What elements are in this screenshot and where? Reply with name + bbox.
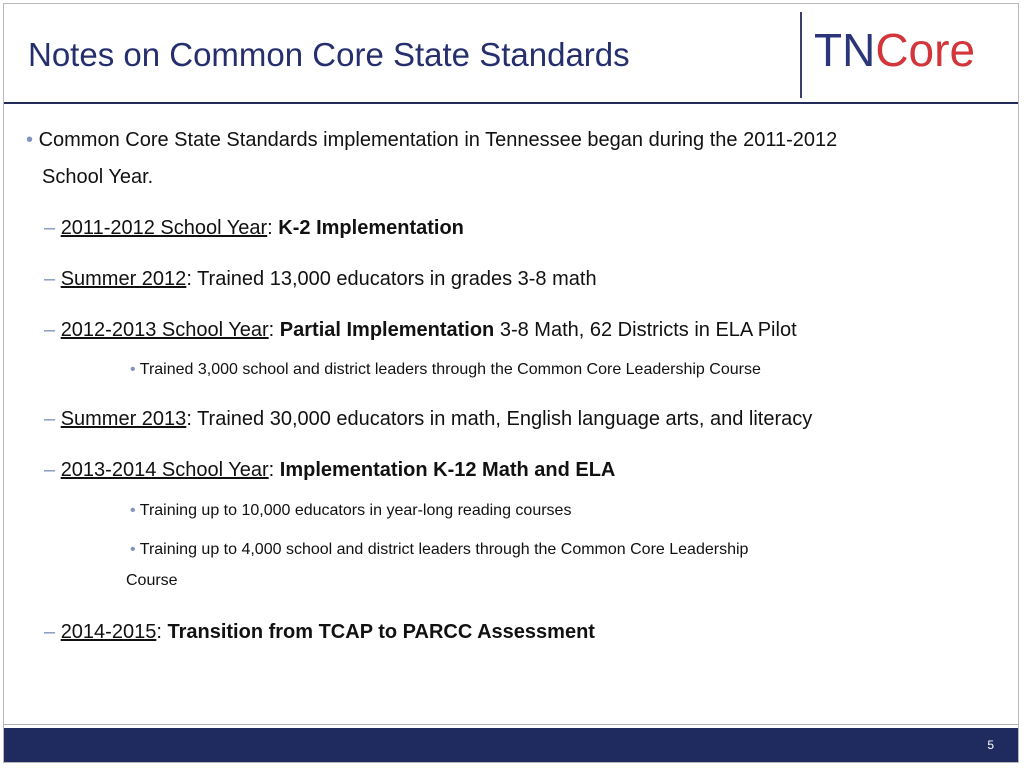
bullet-text-cont: School Year. bbox=[42, 166, 154, 188]
label-2014-2015: 2014-2015 bbox=[60, 621, 157, 643]
sub-bullet-2012 bbox=[44, 318, 797, 342]
bullet-marker: • bbox=[130, 541, 136, 558]
dash-marker: – bbox=[44, 408, 56, 430]
logo-tn: TN bbox=[814, 24, 876, 76]
dash-marker: – bbox=[44, 217, 56, 239]
sub-bullet-2014 bbox=[44, 620, 595, 644]
reading-courses-text: Training up to 10,000 educators in year-long reading courses bbox=[139, 502, 572, 519]
transition-text: Transition from TCAP to PARCC Assessment bbox=[167, 621, 595, 643]
bullet-main bbox=[26, 128, 837, 152]
separator: : bbox=[268, 319, 280, 341]
dash-marker: – bbox=[44, 621, 56, 643]
sub-bullet-2011 bbox=[44, 216, 464, 240]
footer-rule bbox=[4, 724, 1018, 725]
page-number: 5 bbox=[987, 738, 994, 752]
bullet-text: Common Core State Standards implementation in Tennessee began during the 2011-2012 bbox=[38, 129, 838, 151]
partial-implementation: Partial Implementation bbox=[279, 319, 495, 341]
bullet-marker: • bbox=[130, 502, 136, 519]
dash-marker: – bbox=[44, 459, 56, 481]
label-2011-2012: 2011-2012 School Year bbox=[60, 217, 268, 239]
label-summer-2012: Summer 2012 bbox=[60, 268, 187, 290]
sub-bullet-summer-2012 bbox=[44, 267, 597, 291]
sub-sub-bullet-reading bbox=[130, 501, 571, 521]
label-summer-2013: Summer 2013 bbox=[60, 408, 187, 430]
partial-implementation-rest: 3-8 Math, 62 Districts in ELA Pilot bbox=[494, 319, 797, 341]
label-2013-2014: 2013-2014 School Year bbox=[60, 459, 269, 481]
slide-title: Notes on Common Core State Standards bbox=[28, 36, 630, 73]
bullet-main-cont bbox=[42, 165, 153, 189]
leadership-text: Training up to 4,000 school and district leaders through the Common Core Leadership bbox=[139, 541, 749, 558]
separator: : bbox=[268, 459, 280, 481]
separator: : bbox=[156, 621, 168, 643]
sub-sub-bullet-leaders bbox=[130, 360, 761, 380]
sub-bullet-2013 bbox=[44, 458, 615, 482]
sub-sub-bullet-leadership-cont bbox=[126, 571, 178, 591]
logo-core: Core bbox=[875, 24, 976, 76]
k2-implementation: K-2 Implementation bbox=[278, 217, 464, 239]
summer-2013-text: : Trained 30,000 educators in math, English language arts, and literacy bbox=[186, 408, 813, 430]
leaders-text: Trained 3,000 school and district leaders through the Common Core Leadership Course bbox=[139, 361, 761, 378]
bullet-marker: • bbox=[26, 129, 34, 151]
dash-marker: – bbox=[44, 268, 56, 290]
dash-marker: – bbox=[44, 319, 56, 341]
sub-bullet-summer-2013 bbox=[44, 407, 812, 431]
bullet-marker: • bbox=[130, 361, 136, 378]
label-2012-2013: 2012-2013 School Year bbox=[60, 319, 269, 341]
separator: : bbox=[267, 217, 279, 239]
summer-2012-text: : Trained 13,000 educators in grades 3-8 math bbox=[186, 268, 597, 290]
sub-sub-bullet-leadership bbox=[130, 540, 748, 560]
k12-implementation: Implementation K-12 Math and ELA bbox=[279, 459, 616, 481]
footer-bar bbox=[4, 728, 1018, 762]
leadership-text-cont: Course bbox=[126, 572, 178, 589]
